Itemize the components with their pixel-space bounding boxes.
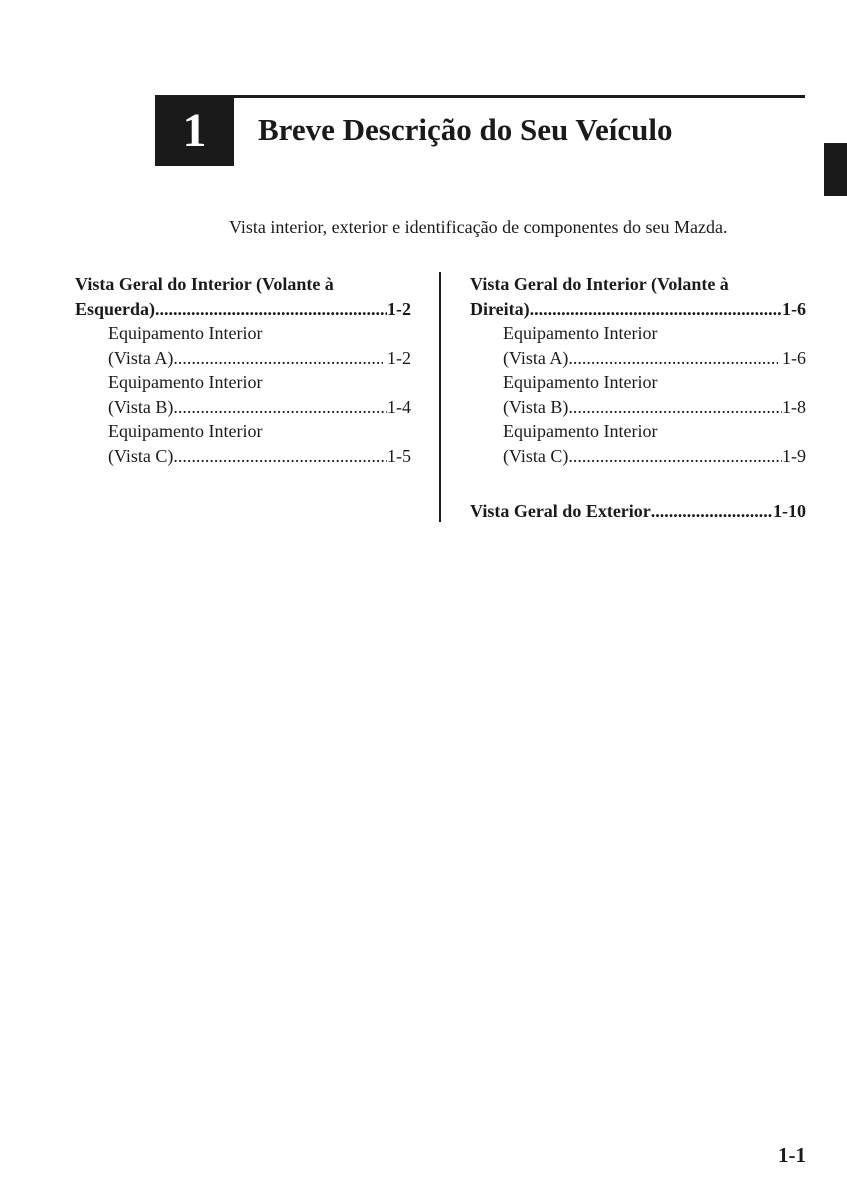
column-divider	[439, 272, 441, 522]
toc-entry-label: Equipamento Interior	[108, 421, 263, 441]
dot-leader	[651, 499, 773, 524]
toc-page-ref: 1-5	[387, 445, 411, 466]
toc-section-link[interactable]	[470, 297, 806, 322]
dot-leader	[568, 395, 782, 420]
dot-leader	[568, 346, 777, 371]
toc-entry-view: (Vista C)	[503, 445, 569, 466]
dot-leader	[173, 346, 382, 371]
chapter-side-tab	[824, 143, 847, 196]
dot-leader	[173, 395, 387, 420]
toc-section-link[interactable]	[75, 297, 411, 322]
toc-entry-label: Equipamento Interior	[503, 323, 658, 343]
header-rule	[155, 95, 805, 98]
dot-leader	[568, 444, 782, 469]
toc-entry[interactable]	[75, 370, 411, 419]
page-number: 1-1	[778, 1143, 806, 1167]
toc-section-link[interactable]	[470, 499, 806, 524]
chapter-intro: Vista interior, exterior e identificação de componentes do seu Mazda.	[229, 217, 728, 237]
toc-entry[interactable]	[470, 321, 806, 370]
toc-entry-label: Equipamento Interior	[503, 372, 658, 392]
toc-entry-view: (Vista B)	[503, 396, 569, 417]
toc-section-title: Vista Geral do Interior (Volante à	[75, 274, 334, 294]
chapter-number: 1	[182, 103, 207, 157]
toc-page-ref: 1-10	[773, 501, 806, 521]
toc-page-ref: 1-2	[387, 298, 411, 319]
toc-page-ref: 1-6	[777, 347, 806, 368]
chapter-title: Breve Descrição do Seu Veículo	[258, 112, 673, 147]
toc-section-label: Direita)	[470, 298, 530, 319]
toc-entry-view: (Vista C)	[108, 445, 174, 466]
toc-section-label: Vista Geral do Exterior	[470, 501, 651, 521]
toc-page-ref: 1-4	[387, 396, 411, 417]
toc-entry[interactable]	[470, 419, 806, 468]
toc-entry[interactable]	[470, 370, 806, 419]
toc-page-ref: 1-6	[782, 298, 806, 319]
toc-entry[interactable]	[75, 419, 411, 468]
toc-section-label: Esquerda)	[75, 298, 156, 319]
dot-leader	[530, 297, 782, 322]
toc-entry-view: (Vista B)	[108, 396, 174, 417]
toc-entry-label: Equipamento Interior	[108, 372, 263, 392]
toc-section-title: Vista Geral do Interior (Volante à	[470, 274, 729, 294]
toc-left-column	[75, 272, 411, 468]
toc-right-column	[470, 272, 806, 524]
toc-entry-label: Equipamento Interior	[503, 421, 658, 441]
toc-page-ref: 1-2	[382, 347, 411, 368]
toc-page-ref: 1-8	[782, 396, 806, 417]
dot-leader	[173, 444, 387, 469]
toc-entry-view: (Vista A)	[108, 347, 174, 368]
toc-entry-label: Equipamento Interior	[108, 323, 263, 343]
chapter-number-box	[155, 95, 234, 166]
dot-leader	[155, 297, 387, 322]
toc-entry-view: (Vista A)	[503, 347, 569, 368]
toc-entry[interactable]	[75, 321, 411, 370]
toc-page-ref: 1-9	[782, 445, 806, 466]
